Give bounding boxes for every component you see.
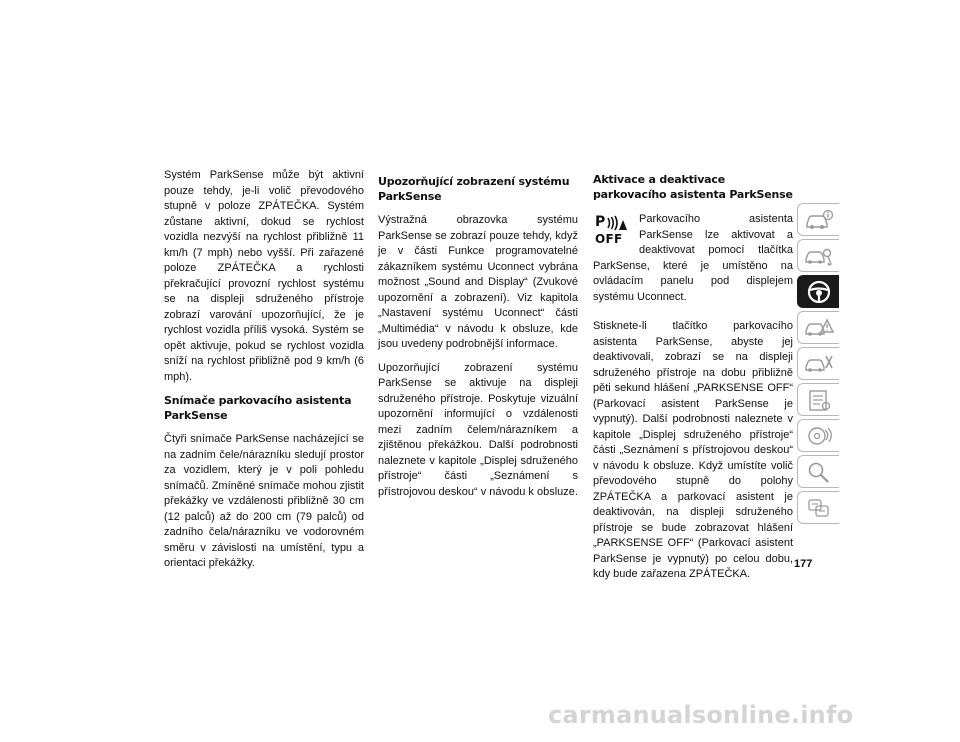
text-column-left	[164, 168, 364, 580]
tab-specifications[interactable]	[797, 383, 839, 416]
steering-wheel-icon	[804, 279, 834, 305]
page-number: 177	[794, 558, 813, 570]
text-column-right	[593, 168, 793, 591]
paragraph-parksense-deactivation: Stisknete-li tlačítko parkovacího asistenta ParkSense, abyste jej deaktivovali, zobrazí se na displeji sdruženého přístroje na dobu přibližně pěti sekund hlášení „PARKSENSE OFF“ (Parkovací asistent ParkSense je vypnutý). Další podrobnosti naleznete v kapitole „Displej sdruženého přístroje“ části „Seznámení s přístrojovou deskou“ v návodu k obsluze. Když umístíte volič převodového stupně do polohy ZPÁTEČKA a parkovací asistent je deaktivován, na displeji sdruženého přístroje se bude zobrazovat hlášení „PARKSENSE OFF“ (Parkovací asistent ParkSense je vypnutý) po celou dobu, kdy bude zařazena ZPÁTEČKA.	[593, 320, 793, 580]
tab-car-info[interactable]	[797, 203, 839, 236]
search-icon	[804, 460, 834, 484]
paragraph-parksense-sensors: Čtyři snímače ParkSense nacházející se na zadním čele/nárazníku sledují prostor za vozidlem, který je v poli pohledu snímačů. Zmíněné snímače mohou zjistit překážky ve vzdálenosti přibližně 30 cm (12 palců) až do 200 cm (79 palců) od zadního čela/nárazníku ve vodorovném směru v závislosti na umístění, typu a orientaci překážky.	[164, 433, 364, 569]
tab-car-warning[interactable]	[797, 311, 839, 344]
watermark: carmanualsonline.info	[548, 701, 854, 729]
car-service-icon	[804, 352, 834, 376]
paragraph-warning-screen: Výstražná obrazovka systému ParkSense se zobrazí pouze tehdy, když je v části Funkce programovatelné zákazníkem systému Uconnect vybrána možnost „Sound and Display“ (Zvukové upozornění a zobrazení). Viz kapitola „Nastavení systému Uconnect“ části „Multimédia“ v návodu k obsluze, kde jsou uvedeny podrobnější informace.	[378, 214, 578, 350]
paragraph-warning-display-activation: Upozorňující zobrazení systému ParkSense se aktivuje na displeji sdruženého přístroje. Poskytuje vizuální upozornění informující o vzdálenosti mezi zadním čelem/nárazníkem a zjištěnou překážkou. Další podrobnosti naleznete v kapitole „Displej sdruženého přístroje“ části „Seznámení s přístrojovou deskou“ v návodu k obsluze.	[378, 361, 578, 498]
heading-parksense-warning-display: Upozorňující zobrazení systému ParkSense	[378, 175, 570, 203]
chapter-tabs	[797, 203, 841, 527]
tab-search[interactable]	[797, 455, 839, 488]
parksense-waves-icon	[606, 215, 628, 231]
multimedia-disc-icon	[804, 424, 834, 448]
text-column-middle	[378, 168, 578, 508]
parksense-icon-off-label: OFF	[595, 232, 623, 246]
parksense-icon-letter: P	[595, 214, 606, 230]
tab-steering-wheel[interactable]	[797, 275, 839, 308]
paragraph-parksense-button: Parkovacího asistenta ParkSense lze aktivovat a deaktivovat pomocí tlačítka ParkSense, které je umístěno na ovládacím panelu pod displejem systému Uconnect.	[593, 213, 793, 303]
tab-car-key[interactable]	[797, 239, 839, 272]
heading-parksense-activation: Aktivace a deaktivace parkovacího asistenta ParkSense	[593, 173, 793, 201]
car-key-icon	[804, 244, 834, 268]
car-info-icon	[804, 208, 834, 232]
car-warning-icon	[804, 316, 834, 340]
specifications-list-icon	[804, 388, 834, 412]
parksense-off-icon	[593, 214, 629, 248]
parksense-button-description	[593, 212, 793, 313]
tab-car-service[interactable]	[797, 347, 839, 380]
paragraph-parksense-activity: Systém ParkSense může být aktivní pouze tehdy, je-li volič převodového stupně v poloze ZPÁTEČKA. Systém zůstane aktivní, dokud se rychlost vozidla nezvýší na rychlost přibližně 11 km/h (7 mph) nebo vyšší. Při zařazené poloze ZPÁTEČKA a rychlosti překračující provozní rychlost systému se na displeji sdruženého přístroje zobrazí varování upozorňující, že je rychlost vozidla příliš vysoká. Systém se opět aktivuje, pokud se rychlost vozidla sníží na rychlost přibližně pod 9 km/h (6 mph).	[164, 169, 364, 383]
tab-multimedia[interactable]	[797, 419, 839, 452]
language-icon	[804, 496, 834, 520]
tab-language[interactable]	[797, 491, 839, 524]
heading-parksense-sensors: Snímače parkovacího asistenta ParkSense	[164, 394, 352, 422]
